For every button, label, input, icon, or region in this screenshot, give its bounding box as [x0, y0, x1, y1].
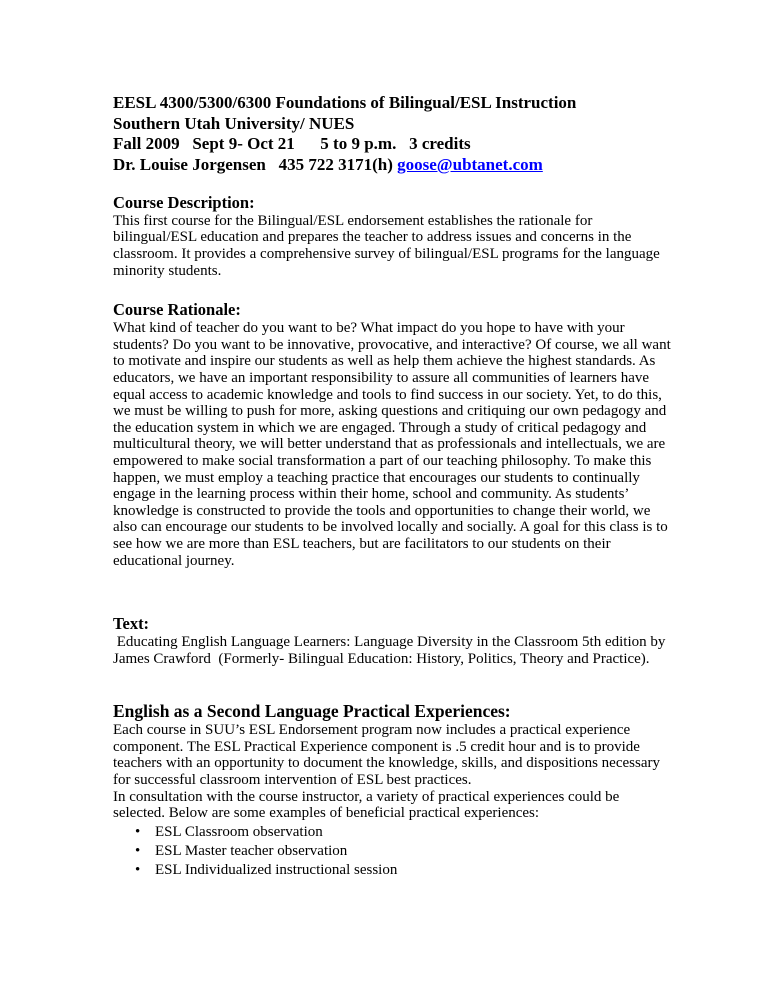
practical-experiences-paragraph-1: Each course in SUU’s ESL Endorsement program now includes a practical experience component. The ESL Practical Experience component is .5 credit hour and is to provide teachers with an opportunity to document the knowledge, skills, and dispositions necessary for successful classroom intervention of ESL best practices. [113, 722, 660, 789]
institution-line: Southern Utah University/ NUES [113, 113, 355, 133]
email-link[interactable]: goose@ubtanet.com [397, 155, 543, 175]
section-course-description [113, 192, 673, 279]
instructor-line [113, 155, 673, 176]
list-item-classroom-observation: • ESL Classroom observation [113, 823, 673, 842]
text-paragraph: Educating English Language Learners: Language Diversity in the Classroom 5th edition by James Crawford (Formerly- Bilingual Education: History, Politics, Theory and Practice). [113, 634, 670, 667]
instructor-contact: Dr. Louise Jorgensen 435 722 3171(h) [113, 155, 398, 175]
section-text [113, 613, 673, 667]
section-practical-experiences [113, 701, 673, 880]
section-course-rationale [113, 299, 673, 569]
course-description-heading: Course Description: [113, 192, 255, 212]
list-item-individualized-session: • ESL Individualized instructional session [113, 861, 673, 880]
text-heading: Text: [113, 614, 150, 634]
course-description-paragraph: This first course for the Bilingual/ESL endorsement establishes the rationale for bilingual/ESL education and prepares the teacher to address issues and concerns in the classroom. It provides a comprehensive survey of bilingual/ESL programs for the language minority students. [113, 212, 660, 279]
course-rationale-paragraph: What kind of teacher do you want to be? What impact do you hope to have with your students? Do you want to be innovative, provocative, and interactive? Of course, we all want to motivate and inspire our students as well as help them achieve the highest standards. As educators, we have an important responsibility to assure all communities of learners have equal access to academic knowledge and tools to find success in our society. Yet, to do this, we must be willing to push for more, asking questions and critiquing our own pedagogy and the education system in which we are engaged. Through a study of critical pedagogy and multicultural theory, we will better understand that as professionals and intellectuals, we are empowered to make social transformation a part of our teaching philosophy. To make this happen, we must employ a teaching practice that encourages our students to continually engage in the learning process within their home, school and community. As students’ knowledge is constructed to provide the tools and opportunities to change their world, we also can encourage our students to be involved locally and socially. A goal for this class is to see how we are more than ESL teachers, but are facilitators to our students on their educational journey. [113, 320, 671, 569]
practical-experiences-paragraph-2: In consultation with the course instructor, a variety of practical experiences could be selected. Below are some examples of beneficial practical experiences: [113, 788, 620, 822]
list-item-master-teacher-observation: • ESL Master teacher observation [113, 842, 673, 861]
course-rationale-heading: Course Rationale: [113, 300, 241, 320]
practical-experiences-heading: English as a Second Language Practical Experiences: [113, 701, 511, 722]
course-code-title: EESL 4300/5300/6300 Foundations of Bilingual/ESL Instruction [113, 93, 577, 112]
schedule-line: Fall 2009 Sept 9- Oct 21 5 to 9 p.m. 3 credits [113, 134, 471, 154]
document-header [113, 93, 673, 176]
practical-experiences-list [113, 823, 673, 880]
